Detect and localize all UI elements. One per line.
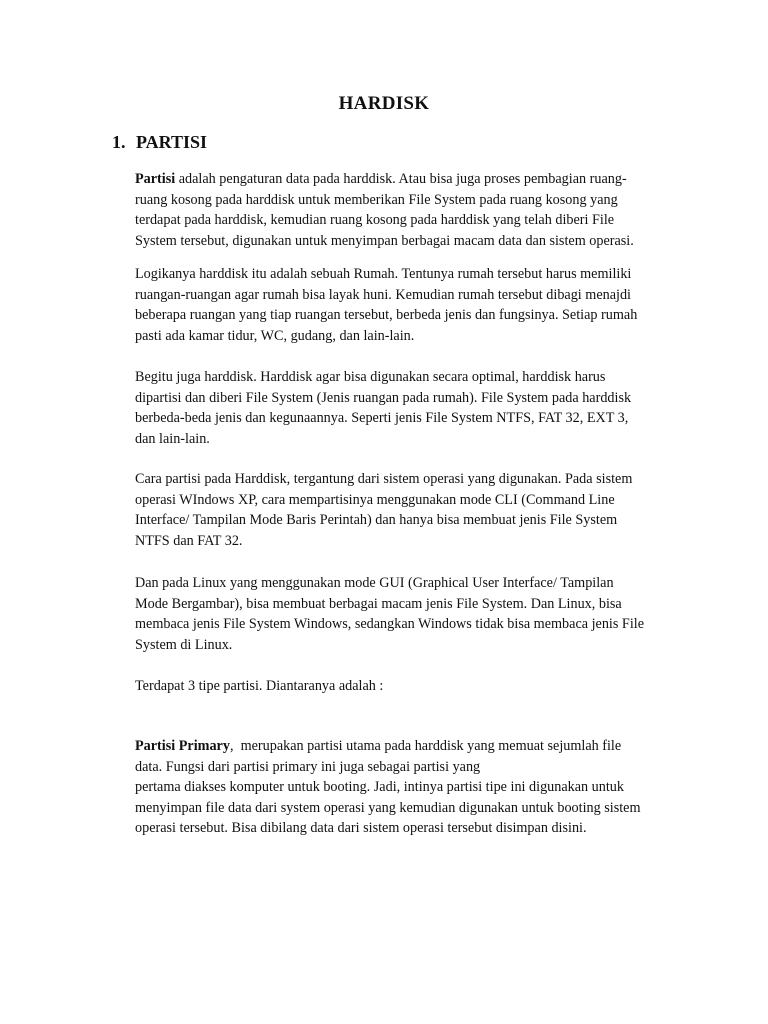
paragraph-line: Dan pada Linux yang menggunakan mode GUI (Graphical User Interface/ Tampilan	[135, 575, 614, 591]
paragraph-line: data. Fungsi dari partisi primary ini juga sebagai partisi yang	[135, 758, 481, 775]
paragraph-linux	[135, 573, 675, 655]
paragraph-line: Logikanya harddisk itu adalah sebuah Rumah. Tentunya rumah tersebut harus memiliki	[135, 266, 632, 282]
paragraph-line: dan lain-lain.	[135, 430, 210, 447]
line-text: adalah pengaturan data pada harddisk. Atau bisa juga proses pembagian ruang-	[175, 171, 627, 187]
paragraph-line: Mode Bergambar), bisa membuat berbagai macam jenis File System. Dan Linux, bisa	[135, 595, 622, 612]
paragraph-line: membaca jenis File System Windows, sedangkan Windows tidak bisa membaca jenis File	[135, 616, 644, 632]
paragraph-line: beberapa ruangan yang tiap ruangan tersebut, berbeda jenis dan fungsinya. Setiap rumah	[135, 307, 638, 323]
paragraph-line: Terdapat 3 tipe partisi. Diantaranya adalah :	[135, 678, 384, 694]
paragraph-line: ruangan-ruangan agar rumah bisa layak huni. Kemudian rumah tersebut dibagi menajdi	[135, 286, 632, 303]
section-number: 1.	[112, 132, 126, 152]
paragraph-primary-partition	[135, 736, 675, 839]
paragraph-line: pasti ada kamar tidur, WC, gudang, dan lain-lain.	[135, 327, 415, 344]
paragraph-line: Begitu juga harddisk. Harddisk agar bisa digunakan secara optimal, harddisk harus	[135, 369, 606, 385]
paragraph-harddisk	[135, 367, 675, 449]
paragraph-line: pertama diakses komputer untuk booting. Jadi, intinya partisi tipe ini digunakan untuk	[135, 779, 624, 795]
paragraph-line	[135, 169, 675, 190]
paragraph-line: terdapat pada harddisk, kemudian ruang kosong pada harddisk yang telah diberi File	[135, 212, 615, 228]
paragraph-analogy	[135, 264, 675, 346]
paragraph-definition	[135, 169, 675, 251]
paragraph-line: Cara partisi pada Harddisk, tergantung dari sistem operasi yang digunakan. Pada sistem	[135, 471, 633, 487]
paragraph-line: NTFS dan FAT 32.	[135, 532, 243, 549]
document-title: HARDISK	[338, 93, 430, 114]
paragraph-line: operasi tersebut. Bisa dibilang data dari sistem operasi tersebut disimpan disini.	[135, 820, 587, 836]
paragraph-line: berbeda-beda jenis dan kegunaannya. Seperti jenis File System NTFS, FAT 32, EXT 3,	[135, 410, 629, 426]
bold-term: Partisi	[135, 171, 176, 187]
paragraph-line: Interface/ Tampilan Mode Baris Perintah) dan hanya bisa membuat jenis File System	[135, 512, 618, 528]
paragraph-partition-types	[135, 676, 675, 697]
section-heading-text: PARTISI	[136, 132, 208, 152]
paragraph-line: menyimpan file data dari system operasi yang kemudian digunakan untuk booting sistem	[135, 799, 641, 816]
line-text: , merupakan partisi utama pada harddisk yang memuat sejumlah file	[229, 738, 622, 754]
section-heading	[112, 132, 207, 153]
paragraph-line	[135, 736, 675, 757]
paragraph-line: ruang kosong pada harddisk untuk memberikan File System pada ruang kosong yang	[135, 191, 618, 208]
bold-term: Partisi Primary	[135, 738, 230, 754]
paragraph-line: System di Linux.	[135, 636, 233, 653]
paragraph-line: operasi WIndows XP, cara mempartisinya menggunakan mode CLI (Command Line	[135, 491, 615, 508]
paragraph-line: dipartisi dan diberi File System (Jenis ruangan pada rumah). File System pada harddisk	[135, 389, 632, 406]
paragraph-windows	[135, 469, 675, 551]
paragraph-line: System tersebut, digunakan untuk menyimpan berbagai macam data dan sistem operasi.	[135, 232, 634, 249]
